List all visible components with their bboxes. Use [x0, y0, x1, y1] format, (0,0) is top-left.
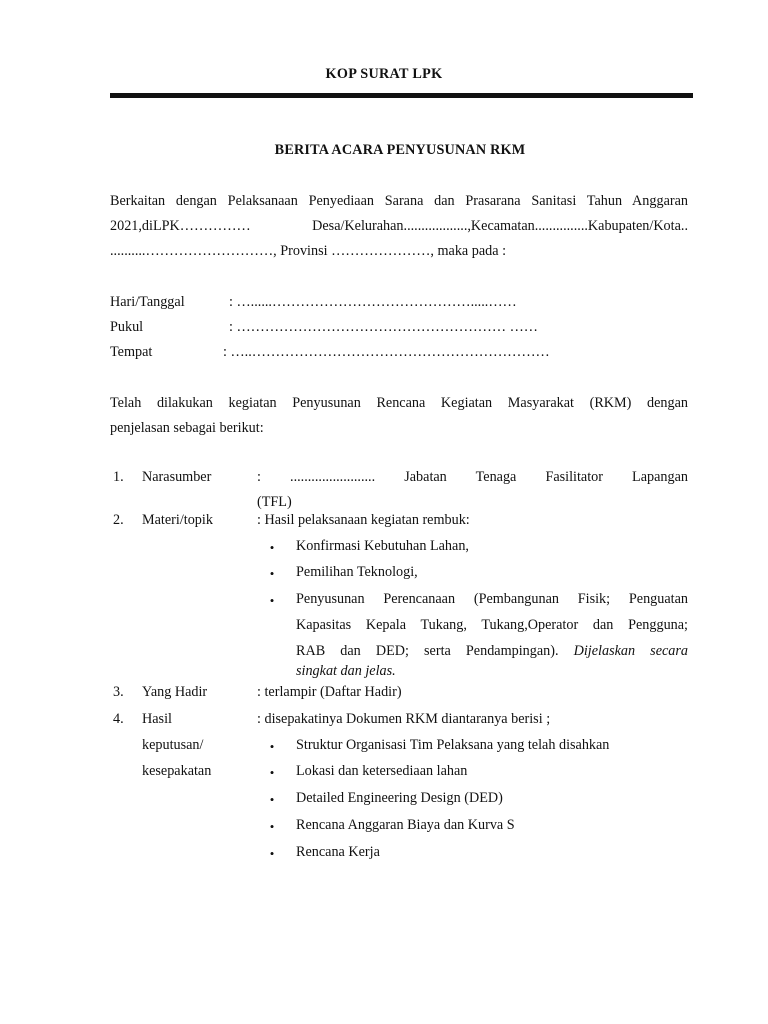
- item-label-narasumber: Narasumber: [142, 469, 212, 485]
- field-value-hari-tanggal: : …......…………………………………….....……: [229, 294, 517, 310]
- hasil-bullet-1: Struktur Organisasi Tim Pelaksana yang telah disahkan: [296, 737, 610, 753]
- item-label-keputusan: keputusan/: [142, 737, 204, 753]
- hasil-bullet-4: Rencana Anggaran Biaya dan Kurva S: [296, 817, 515, 833]
- bullet-icon: [267, 792, 277, 808]
- document-title: BERITA ACARA PENYUSUNAN RKM: [274, 142, 526, 158]
- intro-line-1: Berkaitan dengan Pelaksanaan Penyediaan Sarana dan Prasarana Sanitasi Tahun Anggaran: [110, 193, 688, 209]
- item-number-1: 1.: [113, 469, 124, 485]
- materi-bullet-3-line-4-italic: singkat dan jelas.: [296, 663, 396, 679]
- materi-bullet-3-line-3-normal: RAB dan DED; serta Pendampingan).: [296, 643, 559, 659]
- item-value-materi: : Hasil pelaksanaan kegiatan rembuk:: [257, 512, 470, 528]
- intro-line-3: ..........………………………, Provinsi …………………, maka pada :: [110, 243, 507, 259]
- bullet-icon: [267, 566, 277, 582]
- item-number-2: 2.: [113, 512, 124, 528]
- item-value-yang-hadir: : terlampir (Daftar Hadir): [257, 684, 402, 700]
- bullet-icon: [267, 739, 277, 755]
- materi-bullet-3-line-2: Kapasitas Kepala Tukang, Tukang,Operator dan Pengguna;: [296, 617, 688, 633]
- hasil-bullet-3: Detailed Engineering Design (DED): [296, 790, 503, 806]
- materi-bullet-1: Konfirmasi Kebutuhan Lahan,: [296, 538, 469, 554]
- bullet-icon: [267, 846, 277, 862]
- materi-bullet-3: [296, 586, 688, 684]
- field-label-pukul: Pukul: [110, 319, 144, 335]
- materi-bullet-3-line-3-italic: Dijelaskan secara: [573, 643, 688, 659]
- field-label-hari-tanggal: Hari/Tanggal: [110, 294, 185, 310]
- field-label-tempat: Tempat: [110, 344, 153, 360]
- letterhead-divider: [110, 93, 693, 98]
- bullet-icon: [267, 765, 277, 781]
- field-value-tempat: : …..………………………………………………………: [223, 344, 550, 360]
- bullet-icon: [267, 593, 277, 609]
- explanation-line-1: Telah dilakukan kegiatan Penyusunan Rencana Kegiatan Masyarakat (RKM) dengan: [110, 395, 688, 411]
- intro-paragraph: [110, 189, 688, 264]
- item-number-4: 4.: [113, 711, 124, 727]
- item-label-yang-hadir: Yang Hadir: [142, 684, 208, 700]
- materi-bullet-2: Pemilihan Teknologi,: [296, 564, 418, 580]
- item-number-3: 3.: [113, 684, 124, 700]
- field-value-pukul: : ………………………………………………… ……: [229, 319, 538, 335]
- hasil-bullet-2: Lokasi dan ketersediaan lahan: [296, 763, 468, 779]
- item-value-narasumber: : ........................ Jabatan Tenaga Fasilitator Lapangan: [257, 469, 688, 485]
- letterhead-title: KOP SURAT LPK: [325, 66, 443, 82]
- intro-line-2: 2021,diLPK…………… Desa/Kelurahan..................,Kecamatan...............Kabupaten/Kota..: [110, 218, 688, 234]
- bullet-icon: [267, 819, 277, 835]
- bullet-icon: [267, 540, 277, 556]
- item-label-hasil: Hasil: [142, 711, 172, 727]
- materi-bullet-3-line-1: Penyusunan Perencanaan (Pembangunan Fisik; Penguatan: [296, 591, 688, 607]
- item-value-narasumber-cont: (TFL): [257, 494, 292, 510]
- hasil-bullet-5: Rencana Kerja: [296, 844, 380, 860]
- explanation-paragraph: [110, 391, 688, 441]
- explanation-line-2: penjelasan sebagai berikut:: [110, 420, 264, 436]
- item-value-hasil: : disepakatinya Dokumen RKM diantaranya berisi ;: [257, 711, 551, 727]
- item-label-materi: Materi/topik: [142, 512, 213, 528]
- item-label-kesepakatan: kesepakatan: [142, 763, 212, 779]
